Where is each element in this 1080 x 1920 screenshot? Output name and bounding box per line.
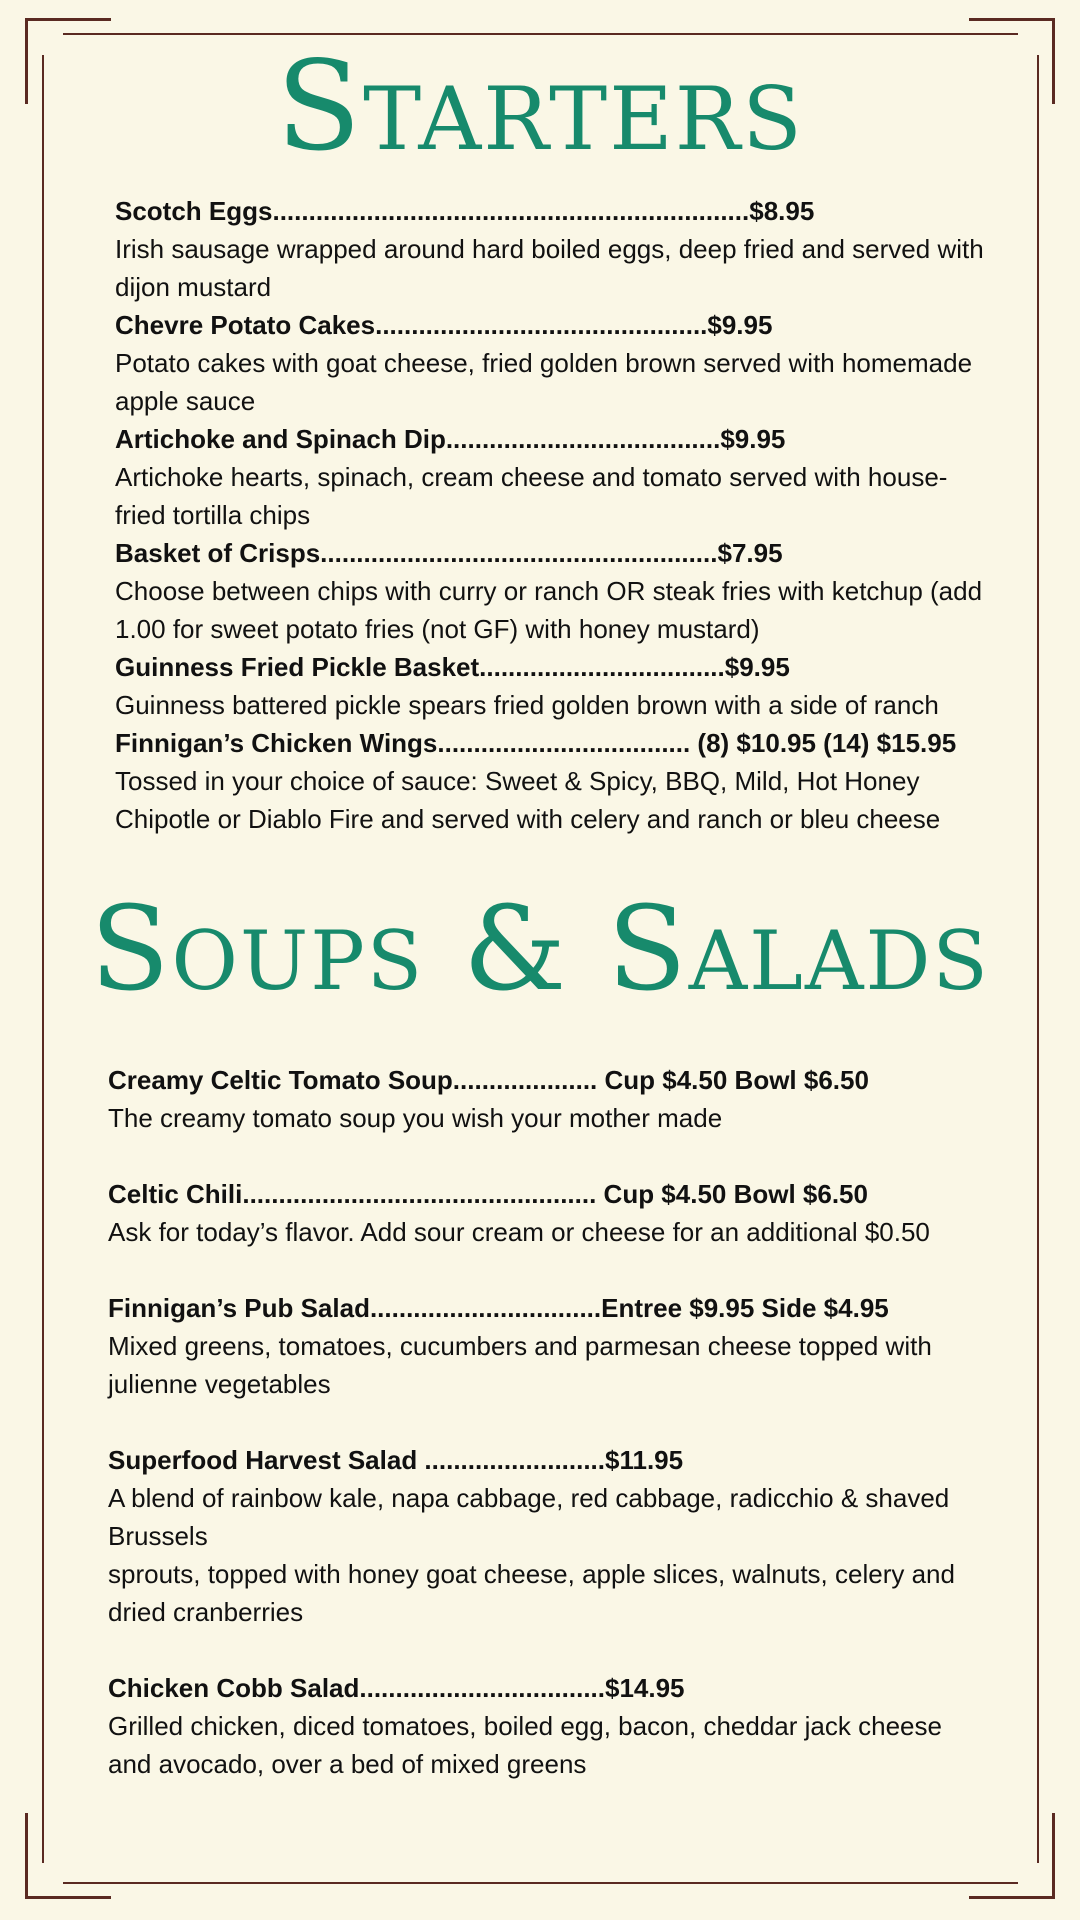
menu-item-description: Tossed in your choice of sauce: Sweet & Spicy, BBQ, Mild, Hot Honey Chipotle or Diablo Fire and served with celery and ranch or bleu cheese [115, 766, 941, 834]
border-corner-bottom-right-h [969, 1896, 1055, 1899]
menu-item-name: Scotch Eggs..................................................................$8.95 [115, 196, 815, 226]
menu-item [108, 1441, 978, 1631]
menu-item-description: Guinness battered pickle spears fried golden brown with a side of ranch [115, 690, 939, 720]
menu-item-description: Artichoke hearts, spinach, cream cheese and tomato served with house-fried tortilla chips [115, 462, 948, 530]
menu-item-name: Guinness Fried Pickle Basket..................................$9.95 [115, 652, 790, 682]
menu-item-description: Choose between chips with curry or ranch OR steak fries with ketchup (add 1.00 for sweet potato fries (not GF) with honey mustard) [115, 576, 983, 644]
menu-item-description: Ask for today’s flavor. Add sour cream or cheese for an additional $0.50 [108, 1217, 930, 1247]
border-corner-top-right-h [969, 18, 1055, 21]
menu-item [108, 1175, 978, 1251]
menu-item [108, 1669, 978, 1783]
menu-item-name: Creamy Celtic Tomato Soup.................... Cup $4.50 Bowl $6.50 [108, 1065, 869, 1095]
menu-item-description: sprouts, topped with honey goat cheese, apple slices, walnuts, celery and dried cranberries [108, 1559, 955, 1627]
border-corner-bottom-left-h [25, 1896, 111, 1899]
menu-item-name: Chevre Potato Cakes..............................................$9.95 [115, 310, 773, 340]
menu-item [115, 724, 985, 838]
border-inner-bottom [63, 1882, 1018, 1884]
menu-item-name: Basket of Crisps.......................................................$7.95 [115, 538, 783, 568]
menu-item [108, 1061, 978, 1137]
soups-salads-list [108, 1061, 978, 1821]
border-corner-top-left-h [25, 18, 111, 21]
menu-item [115, 192, 985, 306]
menu-item-name: Superfood Harvest Salad .........................$11.95 [108, 1445, 684, 1475]
border-corner-bottom-right-v [1052, 1813, 1055, 1899]
menu-item-description: Grilled chicken, diced tomatoes, boiled egg, bacon, cheddar jack cheese and avocado, over a bed of mixed greens [108, 1711, 942, 1779]
border-corner-bottom-left-v [25, 1813, 28, 1899]
menu-item-name: Finnigan’s Pub Salad................................Entree $9.95 Side $4.95 [108, 1293, 889, 1323]
soups-salads-heading: Soups & Salads [90, 882, 990, 1017]
menu-item-description: The creamy tomato soup you wish your mother made [108, 1103, 723, 1133]
menu-item [108, 1289, 978, 1403]
menu-item-name: Finnigan’s Chicken Wings................................... (8) $10.95 (14) $15.95 [115, 728, 957, 758]
menu-item-description: Potato cakes with goat cheese, fried golden brown served with homemade apple sauce [115, 348, 973, 416]
menu-item-name: Artichoke and Spinach Dip......................................$9.95 [115, 424, 786, 454]
starters-list [115, 192, 985, 838]
menu-item-name: Celtic Chili................................................. Cup $4.50 Bowl $6.50 [108, 1179, 868, 1209]
menu-item-name: Chicken Cobb Salad..................................$14.95 [108, 1673, 685, 1703]
menu-item [115, 648, 985, 724]
menu-item [115, 534, 985, 648]
starters-heading: Starters [276, 35, 804, 179]
menu-item [115, 306, 985, 420]
menu-item [115, 420, 985, 534]
menu-item-description: Mixed greens, tomatoes, cucumbers and parmesan cheese topped with julienne vegetables [108, 1331, 932, 1399]
menu-item-description: A blend of rainbow kale, napa cabbage, red cabbage, radicchio & shaved Brussels [108, 1483, 950, 1551]
menu-item-description: Irish sausage wrapped around hard boiled eggs, deep fried and served with dijon mustard [115, 234, 984, 302]
